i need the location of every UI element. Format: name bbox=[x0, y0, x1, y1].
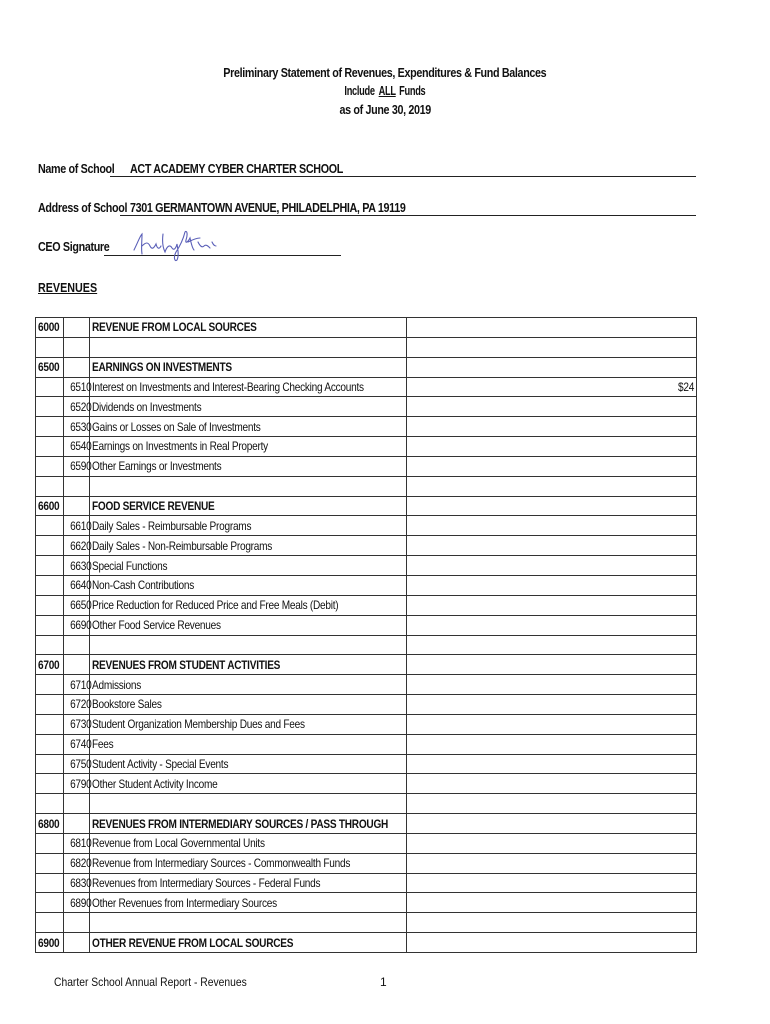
account-description: Daily Sales - Reimbursable Programs bbox=[89, 516, 406, 536]
ledger-row bbox=[36, 675, 697, 695]
account-description: Revenue from Local Governmental Units bbox=[89, 833, 406, 853]
account-code bbox=[36, 913, 64, 933]
ledger-row bbox=[36, 933, 697, 953]
sub-account-code bbox=[63, 635, 89, 655]
account-code bbox=[36, 556, 64, 576]
ledger-row bbox=[36, 456, 697, 476]
account-description bbox=[89, 635, 406, 655]
ledger-row bbox=[36, 754, 697, 774]
amount-cell[interactable] bbox=[406, 318, 696, 338]
amount-cell[interactable] bbox=[406, 655, 696, 675]
amount-cell[interactable] bbox=[406, 397, 696, 417]
account-code bbox=[36, 377, 64, 397]
amount-cell[interactable] bbox=[406, 496, 696, 516]
amount-cell[interactable] bbox=[406, 714, 696, 734]
sub-account-code: 6820 bbox=[63, 853, 89, 873]
account-description: Special Functions bbox=[89, 556, 406, 576]
ceo-signature-label: CEO Signature bbox=[38, 240, 110, 254]
sub-account-code: 6890 bbox=[63, 893, 89, 913]
account-description: Non-Cash Contributions bbox=[89, 575, 406, 595]
sub-account-code bbox=[63, 655, 89, 675]
ledger-row bbox=[36, 516, 697, 536]
account-code bbox=[36, 675, 64, 695]
account-description: EARNINGS ON INVESTMENTS bbox=[89, 357, 406, 377]
account-description: REVENUES FROM STUDENT ACTIVITIES bbox=[89, 655, 406, 675]
account-description: Earnings on Investments in Real Property bbox=[89, 437, 406, 457]
amount-cell[interactable] bbox=[406, 734, 696, 754]
ledger-row bbox=[36, 734, 697, 754]
amount-cell[interactable] bbox=[406, 913, 696, 933]
amount-cell[interactable] bbox=[406, 575, 696, 595]
statement-title: Preliminary Statement of Revenues, Expenditures & Fund Balances bbox=[223, 66, 547, 80]
ledger-row bbox=[36, 556, 697, 576]
school-name-line[interactable] bbox=[110, 176, 696, 177]
account-code: 6800 bbox=[36, 814, 64, 834]
as-of-date: as of June 30, 2019 bbox=[339, 103, 431, 117]
sub-account-code: 6690 bbox=[63, 615, 89, 635]
ledger-row bbox=[36, 337, 697, 357]
amount-cell[interactable]: $24 bbox=[406, 377, 696, 397]
amount-cell[interactable] bbox=[406, 516, 696, 536]
ledger-row bbox=[36, 417, 697, 437]
sub-account-code: 6730 bbox=[63, 714, 89, 734]
amount-cell[interactable] bbox=[406, 437, 696, 457]
ledger-row bbox=[36, 318, 697, 338]
account-description: Interest on Investments and Interest-Bearing Checking Accounts bbox=[89, 377, 406, 397]
ledger-row bbox=[36, 397, 697, 417]
account-description: Price Reduction for Reduced Price and Free Meals (Debit) bbox=[89, 595, 406, 615]
amount-cell[interactable] bbox=[406, 833, 696, 853]
ledger-row bbox=[36, 575, 697, 595]
revenues-heading: REVENUES bbox=[38, 281, 98, 295]
account-description: Other Revenues from Intermediary Sources bbox=[89, 893, 406, 913]
account-code bbox=[36, 456, 64, 476]
account-code: 6600 bbox=[36, 496, 64, 516]
ledger-row bbox=[36, 714, 697, 734]
account-code bbox=[36, 437, 64, 457]
sub-account-code bbox=[63, 913, 89, 933]
amount-cell[interactable] bbox=[406, 774, 696, 794]
ledger-row bbox=[36, 615, 697, 635]
sub-account-code bbox=[63, 933, 89, 953]
account-code bbox=[36, 397, 64, 417]
sub-account-code bbox=[63, 337, 89, 357]
account-code bbox=[36, 873, 64, 893]
account-code bbox=[36, 516, 64, 536]
sub-account-code: 6750 bbox=[63, 754, 89, 774]
sub-account-code: 6510 bbox=[63, 377, 89, 397]
amount-cell[interactable] bbox=[406, 476, 696, 496]
school-name-label: Name of School bbox=[38, 162, 115, 176]
school-name-value: ACT ACADEMY CYBER CHARTER SCHOOL bbox=[130, 162, 343, 176]
account-code bbox=[36, 536, 64, 556]
account-description: Admissions bbox=[89, 675, 406, 695]
account-description: Gains or Losses on Sale of Investments bbox=[89, 417, 406, 437]
sub-account-code: 6540 bbox=[63, 437, 89, 457]
sub-account-code bbox=[63, 318, 89, 338]
sub-account-code bbox=[63, 814, 89, 834]
account-description: REVENUE FROM LOCAL SOURCES bbox=[89, 318, 406, 338]
account-description: Other Food Service Revenues bbox=[89, 615, 406, 635]
ledger-row bbox=[36, 595, 697, 615]
account-description bbox=[89, 337, 406, 357]
account-description: Revenues from Intermediary Sources - Federal Funds bbox=[89, 873, 406, 893]
account-code bbox=[36, 575, 64, 595]
ledger-row bbox=[36, 853, 697, 873]
account-code bbox=[36, 774, 64, 794]
sub-account-code bbox=[63, 496, 89, 516]
ledger-row bbox=[36, 496, 697, 516]
ledger-row bbox=[36, 814, 697, 834]
amount-cell[interactable] bbox=[406, 357, 696, 377]
account-code bbox=[36, 734, 64, 754]
account-description: Bookstore Sales bbox=[89, 695, 406, 715]
ledger-row bbox=[36, 437, 697, 457]
ceo-signature-image bbox=[130, 224, 220, 264]
sub-account-code: 6520 bbox=[63, 397, 89, 417]
sub-account-code: 6710 bbox=[63, 675, 89, 695]
amount-cell[interactable] bbox=[406, 635, 696, 655]
amount-cell[interactable] bbox=[406, 853, 696, 873]
account-description: OTHER REVENUE FROM LOCAL SOURCES bbox=[89, 933, 406, 953]
address-label: Address of School bbox=[38, 201, 128, 215]
address-value: 7301 GERMANTOWN AVENUE, PHILADELPHIA, PA 19119 bbox=[130, 201, 406, 215]
account-description: Revenue from Intermediary Sources - Commonwealth Funds bbox=[89, 853, 406, 873]
footer-page-number: 1 bbox=[380, 975, 387, 989]
amount-cell[interactable] bbox=[406, 615, 696, 635]
account-description: Daily Sales - Non-Reimbursable Programs bbox=[89, 536, 406, 556]
account-description: FOOD SERVICE REVENUE bbox=[89, 496, 406, 516]
sub-account-code: 6590 bbox=[63, 456, 89, 476]
amount-cell[interactable] bbox=[406, 695, 696, 715]
ledger-row bbox=[36, 913, 697, 933]
sub-account-code: 6640 bbox=[63, 575, 89, 595]
sub-account-code: 6650 bbox=[63, 595, 89, 615]
sub-account-code: 6790 bbox=[63, 774, 89, 794]
account-description: Fees bbox=[89, 734, 406, 754]
account-description: Student Activity - Special Events bbox=[89, 754, 406, 774]
account-code: 6700 bbox=[36, 655, 64, 675]
amount-cell[interactable] bbox=[406, 595, 696, 615]
sub-account-code: 6830 bbox=[63, 873, 89, 893]
ledger-row bbox=[36, 833, 697, 853]
account-code bbox=[36, 476, 64, 496]
sub-account-code bbox=[63, 794, 89, 814]
account-code bbox=[36, 615, 64, 635]
amount-cell[interactable] bbox=[406, 675, 696, 695]
address-line[interactable] bbox=[120, 215, 696, 216]
funds-subtitle: IncludeALLFunds bbox=[344, 84, 426, 98]
sub-account-code: 6810 bbox=[63, 833, 89, 853]
ledger-row bbox=[36, 476, 697, 496]
account-description bbox=[89, 913, 406, 933]
account-code bbox=[36, 833, 64, 853]
sub-account-code bbox=[63, 357, 89, 377]
ledger-row bbox=[36, 357, 697, 377]
ledger-row bbox=[36, 873, 697, 893]
amount-cell[interactable] bbox=[406, 337, 696, 357]
account-code bbox=[36, 853, 64, 873]
account-description: Student Organization Membership Dues and Fees bbox=[89, 714, 406, 734]
ledger-row bbox=[36, 536, 697, 556]
ledger-row bbox=[36, 635, 697, 655]
account-code: 6000 bbox=[36, 318, 64, 338]
account-description bbox=[89, 476, 406, 496]
amount-cell[interactable] bbox=[406, 556, 696, 576]
account-description: REVENUES FROM INTERMEDIARY SOURCES / PASS THROUGH bbox=[89, 814, 406, 834]
revenue-ledger-table bbox=[35, 317, 697, 953]
account-code bbox=[36, 695, 64, 715]
ledger-row bbox=[36, 794, 697, 814]
account-description: Other Earnings or Investments bbox=[89, 456, 406, 476]
account-code bbox=[36, 417, 64, 437]
account-code bbox=[36, 754, 64, 774]
sub-account-code: 6620 bbox=[63, 536, 89, 556]
sub-account-code: 6610 bbox=[63, 516, 89, 536]
account-code: 6500 bbox=[36, 357, 64, 377]
account-code bbox=[36, 794, 64, 814]
sub-account-code bbox=[63, 476, 89, 496]
amount-cell[interactable] bbox=[406, 536, 696, 556]
ledger-row bbox=[36, 774, 697, 794]
ledger-row bbox=[36, 893, 697, 913]
ledger-row bbox=[36, 377, 697, 397]
account-code bbox=[36, 893, 64, 913]
account-code bbox=[36, 635, 64, 655]
footer-report-name: Charter School Annual Report - Revenues bbox=[54, 975, 247, 989]
account-code bbox=[36, 595, 64, 615]
account-description: Dividends on Investments bbox=[89, 397, 406, 417]
sub-account-code: 6630 bbox=[63, 556, 89, 576]
amount-cell[interactable] bbox=[406, 794, 696, 814]
account-description bbox=[89, 794, 406, 814]
account-description: Other Student Activity Income bbox=[89, 774, 406, 794]
ledger-row bbox=[36, 655, 697, 675]
ledger-row bbox=[36, 695, 697, 715]
amount-cell[interactable] bbox=[406, 456, 696, 476]
amount-cell[interactable] bbox=[406, 873, 696, 893]
sub-account-code: 6740 bbox=[63, 734, 89, 754]
account-code bbox=[36, 714, 64, 734]
amount-cell[interactable] bbox=[406, 814, 696, 834]
amount-cell[interactable] bbox=[406, 417, 696, 437]
account-code: 6900 bbox=[36, 933, 64, 953]
amount-cell[interactable] bbox=[406, 893, 696, 913]
amount-cell[interactable] bbox=[406, 933, 696, 953]
sub-account-code: 6530 bbox=[63, 417, 89, 437]
sub-account-code: 6720 bbox=[63, 695, 89, 715]
amount-cell[interactable] bbox=[406, 754, 696, 774]
account-code bbox=[36, 337, 64, 357]
